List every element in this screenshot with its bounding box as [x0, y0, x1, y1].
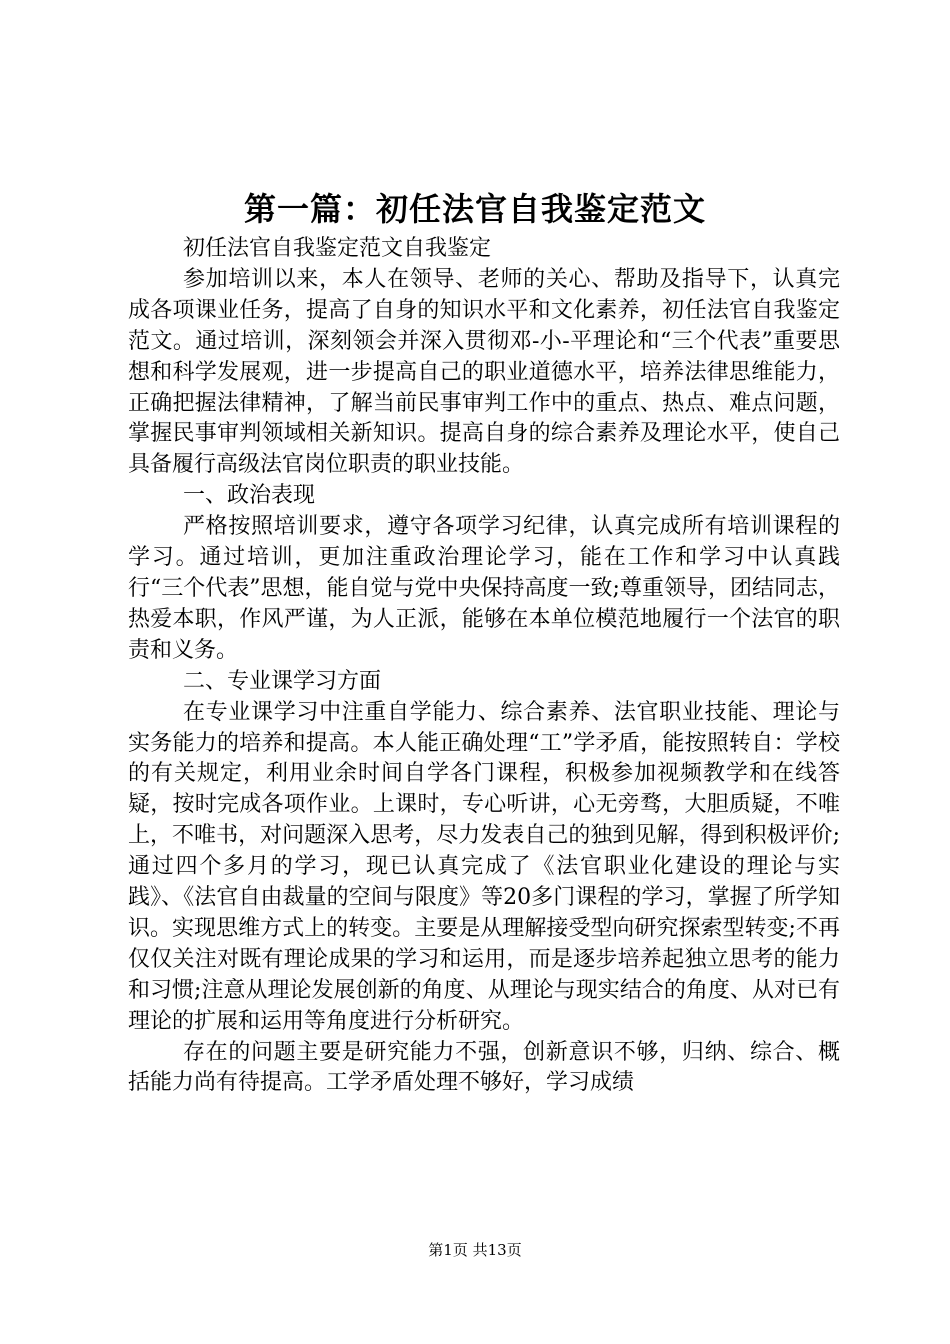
intro-paragraph: 参加培训以来，本人在领导、老师的关心、帮助及指导下，认真完成各项课业任务，提高了自身的知识水平和文化素养，初任法官自我鉴定范文。通过培训，深刻领会并深入贯彻邓-小-平理论和“三个代表”重要思想和科学发展观，进一步提高自己的职业道德水平，培养法律思维能力，正确把握法律精神，了解当前民事审判工作中的重点、热点、难点问题，掌握民事审判领域相关新知识。提高自身的综合素养及理论水平，使自己具备履行高级法官岗位职责的职业技能。	[128, 266, 840, 478]
section-heading-political: 一、政治表现	[183, 483, 316, 509]
political-paragraph: 严格按照培训要求，遵守各项学习纪律，认真完成所有培训课程的学习。通过培训，更加注重政治理论学习，能在工作和学习中认真践行“三个代表”思想，能自觉与党中央保持高度一致;尊重领导，团结同志，热爱本职，作风严谨，为人正派，能够在本单位模范地履行一个法官的职责和义务。	[128, 514, 840, 663]
subtitle-paragraph: 初任法官自我鉴定范文自我鉴定	[183, 236, 492, 261]
problems-paragraph: 存在的问题主要是研究能力不强，创新意识不够，归纳、综合、概括能力尚有待提高。工学矛盾处理不够好，学习成绩	[128, 1039, 840, 1096]
page-number-footer: 第1页 共13页	[428, 1241, 522, 1259]
document-body	[128, 234, 840, 1099]
section-heading-professional: 二、专业课学习方面	[183, 668, 382, 694]
document-title: 第一篇：初任法官自我鉴定范文	[243, 190, 706, 228]
professional-paragraph: 在专业课学习中注重自学能力、综合素养、法官职业技能、理论与实务能力的培养和提高。本人能正确处理“工”学矛盾，能按照转自：学校的有关规定，利用业余时间自学各门课程，积极参加视频教学和在线答疑，按时完成各项作业。上课时，专心听讲，心无旁骛，大胆质疑，不唯上，不唯书，对问题深入思考，尽力发表自己的独到见解，得到积极评价;通过四个多月的学习，现已认真完成了《法官职业化建设的理论与实践》、《法官自由裁量的空间与限度》等20多门课程的学习，掌握了所学知识。实现思维方式上的转变。主要是从理解接受型向研究探索型转变;不再仅仅关注对既有理论成果的学习和运用，而是逐步培养起独立思考的能力和习惯;注意从理论发展创新的角度、从理论与现实结合的角度、从对已有理论的扩展和运用等角度进行分析研究。	[128, 699, 840, 1034]
